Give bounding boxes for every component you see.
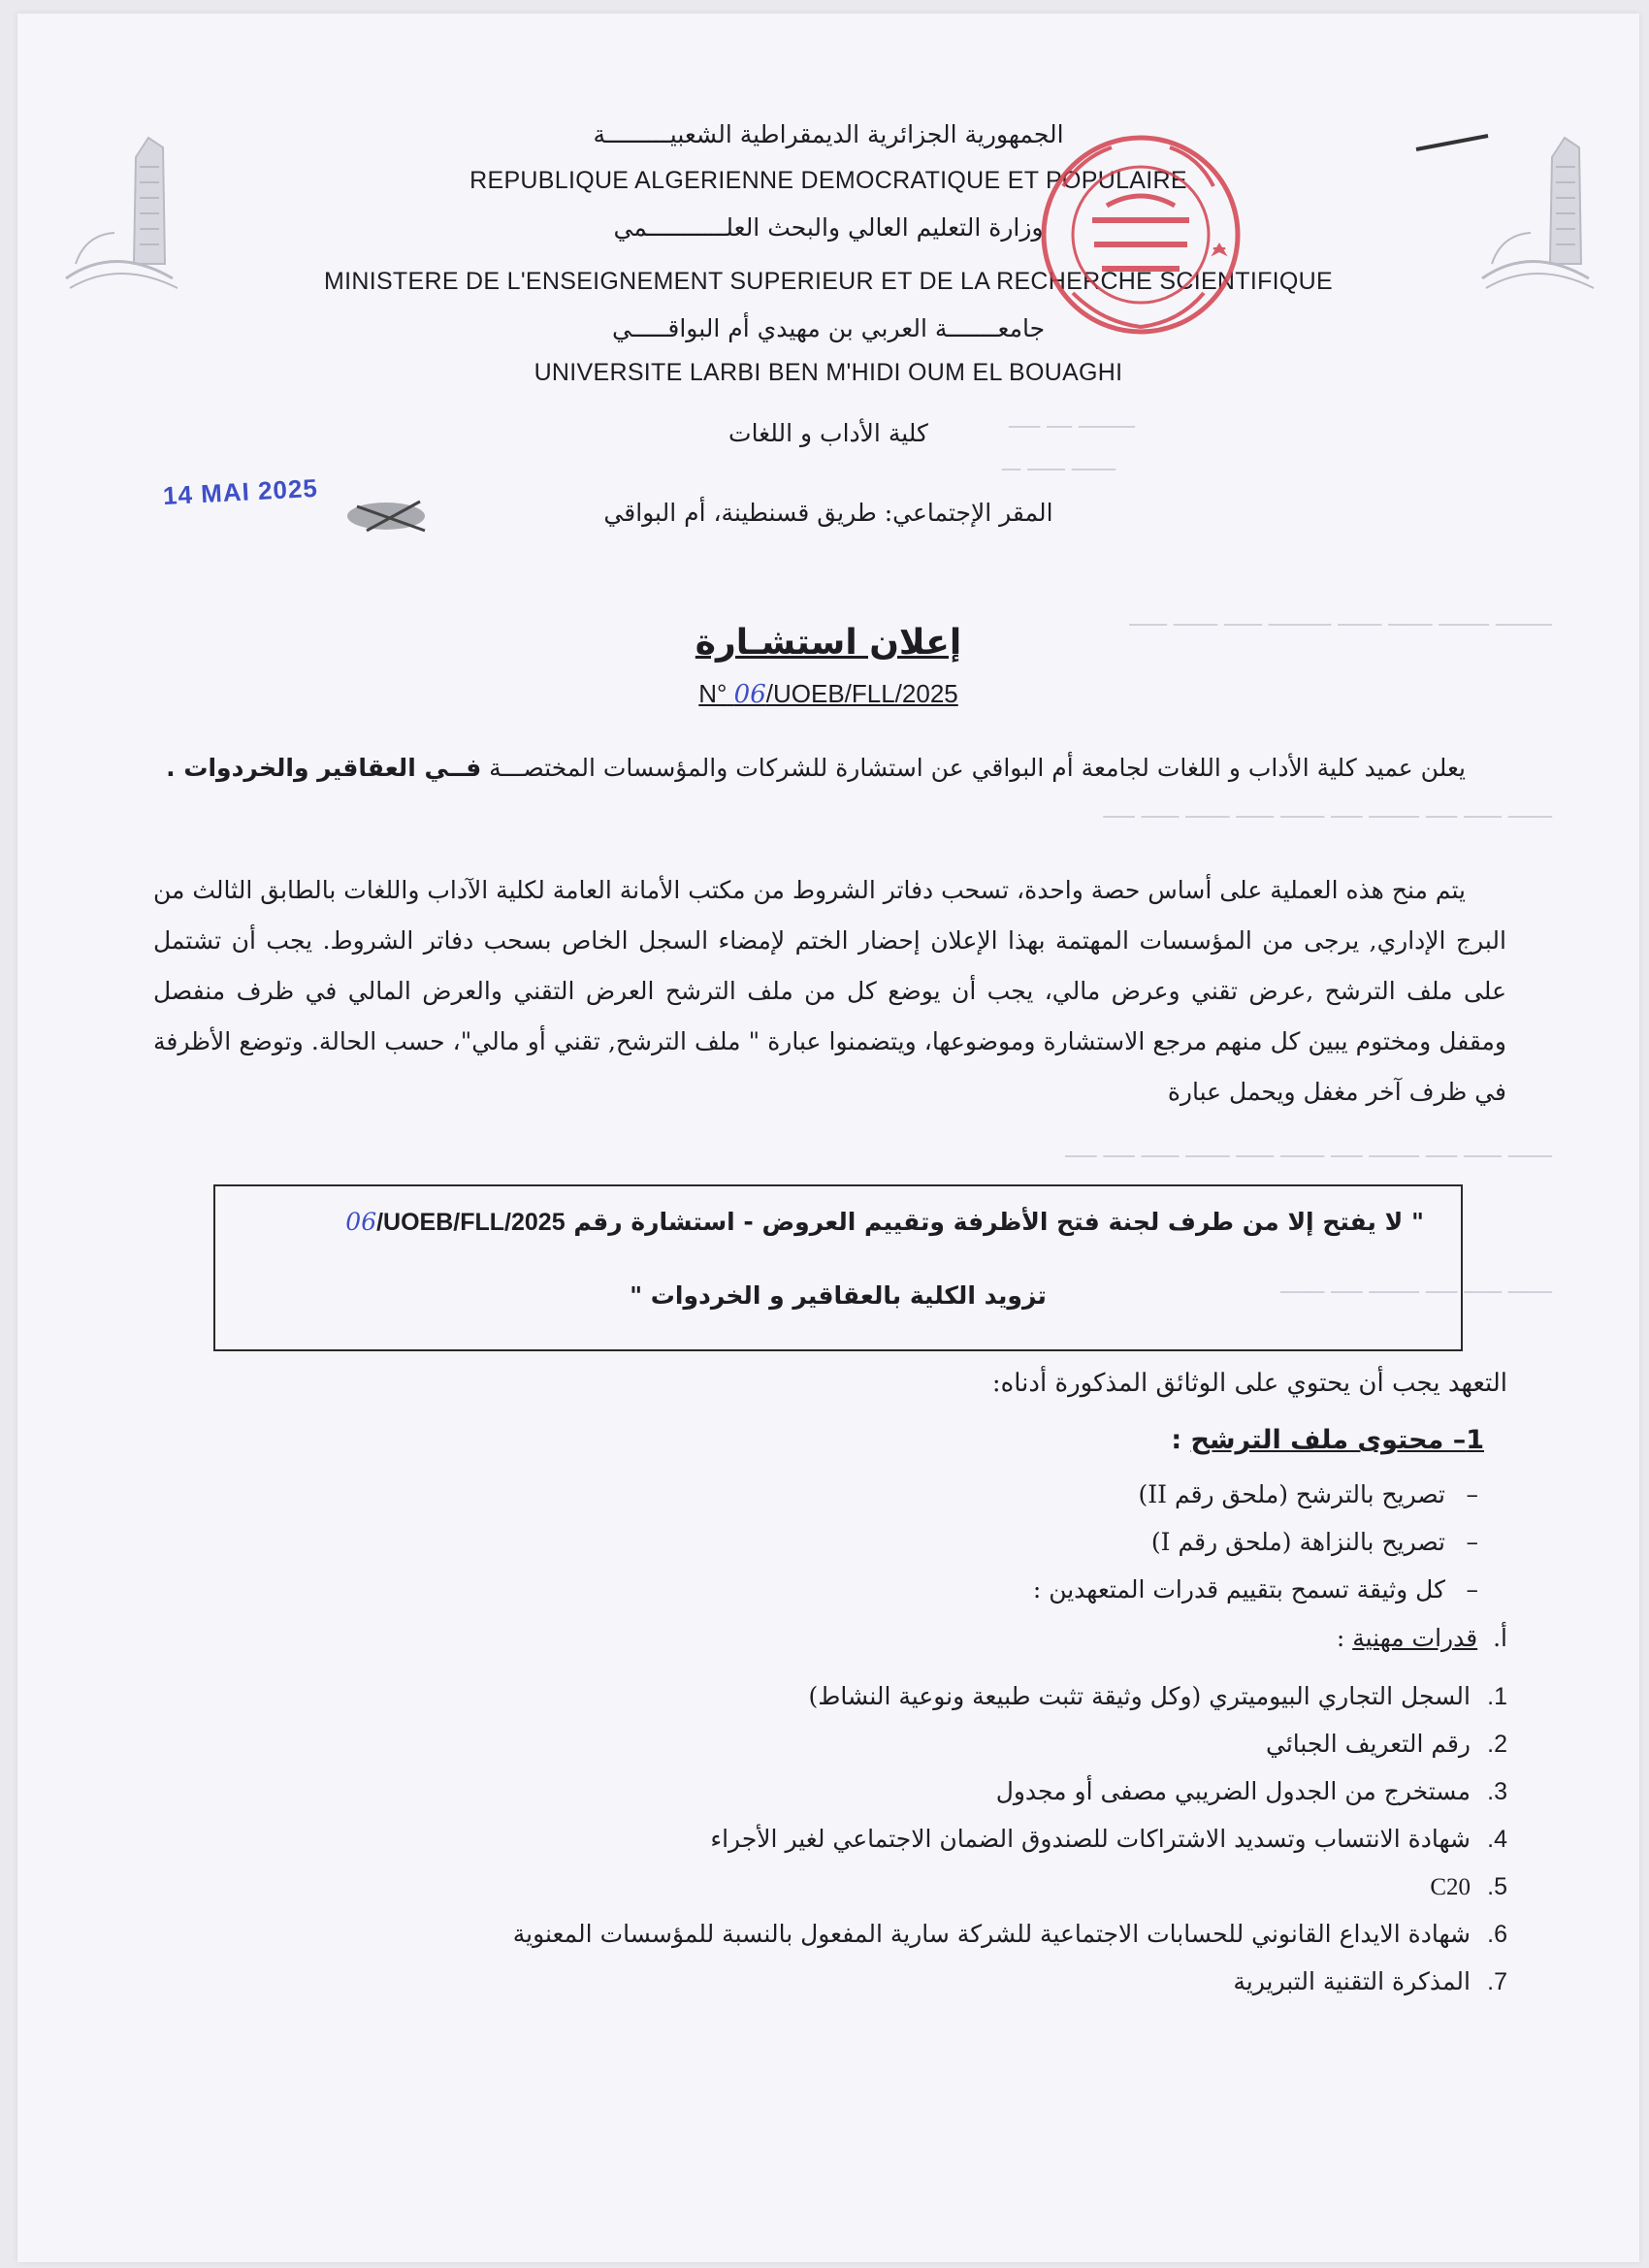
conditions-paragraph bbox=[153, 865, 1506, 1118]
reference-prefix: N° bbox=[698, 679, 728, 708]
item-number: 3. bbox=[1487, 1778, 1507, 1805]
section-1-title: – محتوى ملف الترشح bbox=[1190, 1425, 1467, 1455]
dash-list-item bbox=[1033, 1566, 1478, 1613]
announcement-title: إعلان استشـارة bbox=[695, 623, 962, 663]
dash-item-text: تصريح بالترشح (ملحق رقم II) bbox=[1138, 1480, 1445, 1508]
item-number: 5. bbox=[1487, 1873, 1507, 1900]
numbered-list-item bbox=[513, 1958, 1507, 2005]
notice-line-2: تزويد الكلية بالعقاقير و الخردوات " bbox=[630, 1281, 1047, 1310]
bleed-through-text: ـــــــــ ــــــــ ـــــــ ـــــــ ــــــــــ ــــــ ـــــــ ــــــ bbox=[1129, 607, 1552, 632]
section-1-heading bbox=[1171, 1425, 1484, 1455]
notice-line-1 bbox=[260, 1208, 1424, 1237]
item-text: مستخرج من الجدول الضريبي مصفى أو مجدول bbox=[995, 1777, 1471, 1805]
ministry-ar: وزارة التعليم العالي والبحث العلـــــــــــمي bbox=[613, 213, 1044, 242]
scanned-page bbox=[17, 14, 1639, 2262]
republic-fr: REPUBLIQUE ALGERIENNE DEMOCRATIQUE ET POPULAIRE bbox=[469, 167, 1187, 194]
dash-bullet: – bbox=[1466, 1575, 1478, 1604]
republic-ar: الجمهورية الجزائرية الديمقراطية الشعبيـــــــــة bbox=[593, 120, 1064, 148]
item-number: 7. bbox=[1487, 1968, 1507, 1995]
subsection-a-letter: أ. bbox=[1493, 1624, 1507, 1652]
dash-bullet: – bbox=[1466, 1480, 1478, 1508]
numbered-list-item bbox=[513, 1672, 1507, 1720]
item-text: شهادة الايداع القانوني للحسابات الاجتماعية للشركة سارية المفعول بالنسبة للمؤسسات المعنوية bbox=[512, 1920, 1471, 1948]
numbered-list-item bbox=[513, 1767, 1507, 1815]
envelope-notice-box bbox=[213, 1184, 1463, 1351]
numbered-list-item bbox=[513, 1910, 1507, 1958]
item-number: 1. bbox=[1487, 1683, 1507, 1710]
bleed-through-text: ـــــــ ــــــ ـــــ ــــــــ ـــــ ـــــــ ــــــ ـــــــ ــــــ ـــــ bbox=[1103, 799, 1552, 824]
intro-text: يعلن عميد كلية الأداب و اللغات لجامعة أم البواقي عن استشارة للشركات والمؤسسات المختصـــة bbox=[481, 754, 1466, 782]
dash-list-item bbox=[1033, 1518, 1478, 1566]
bleed-through-text: ـــــــ ــــــ ـــــ ــــــــ ـــــ ـــــــ ــــــ ـــــــ ــــــ ـــــ ـــــ bbox=[1065, 1139, 1552, 1163]
ink-smudge-icon bbox=[338, 487, 444, 545]
section-1-number: 1 bbox=[1466, 1425, 1484, 1455]
official-red-stamp-icon bbox=[1034, 128, 1247, 341]
intro-paragraph bbox=[153, 743, 1506, 794]
numbered-list-item bbox=[513, 1863, 1507, 1910]
commitment-line: التعهد يجب أن يحتوي على الوثائق المذكورة أدناه: bbox=[991, 1369, 1507, 1398]
dash-list-item bbox=[1033, 1471, 1478, 1518]
item-number: 6. bbox=[1487, 1921, 1507, 1948]
dash-item-text: تصريح بالنزاهة (ملحق رقم I) bbox=[1150, 1528, 1445, 1556]
candidacy-dash-list bbox=[1033, 1471, 1478, 1613]
ministry-fr: MINISTERE DE L'ENSEIGNEMENT SUPERIEUR ET DE LA RECHERCHE SCIENTIFIQUE bbox=[323, 268, 1333, 295]
item-number: 4. bbox=[1487, 1826, 1507, 1853]
item-text: السجل التجاري البيوميتري (وكل وثيقة تثبت طبيعة ونوعية النشاط) bbox=[808, 1682, 1471, 1710]
item-text: C20 bbox=[1430, 1874, 1471, 1900]
item-text: شهادة الانتساب وتسديد الاشتراكات للصندوق الضمان الاجتماعي لغير الأجراء bbox=[710, 1825, 1471, 1853]
subsection-a-heading bbox=[1337, 1624, 1507, 1652]
address-ar: المقر الإجتماعي: طريق قسنطينة، أم البواقي bbox=[603, 499, 1053, 527]
university-fr: UNIVERSITE LARBI BEN M'HIDI OUM EL BOUAGHI bbox=[534, 359, 1123, 386]
item-number: 2. bbox=[1487, 1731, 1507, 1758]
section-1-colon: : bbox=[1171, 1425, 1191, 1455]
handwritten-number: 06 bbox=[733, 680, 766, 709]
reference-suffix: /UOEB/FLL/2025 bbox=[765, 679, 958, 708]
conditions-text: يتم منح هذه العملية على أساس حصة واحدة، تسحب دفاتر الشروط من مكتب الأمانة العامة لكلية الآداب واللغات بالطابق الثالث من البرج الإداري, يرجى من المؤسسات المهتمة بهذا الإعلان إحضار الختم لإمضاء السجل الخاص بسحب دفاتر الشروط. يجب أن تشتمل على ملف الترشح ,عرض تقني وعرض مالي، يجب أن يوضع كل من ملف الترشح العرض التقني والعرض المالي في ظرف منفصل ومقفل ومختوم يبين كل منهم مرجع الاستشارة وموضوعها، ويتضمنوا عبارة " ملف الترشح, تقني أو مالي"، حسب الحالة. وتوضع الأظرفة في ظرف آخر مغفل ويحمل عبارة bbox=[153, 876, 1506, 1106]
item-text: المذكرة التقنية التبريرية bbox=[1233, 1967, 1471, 1995]
dash-item-text: كل وثيقة تسمح بتقييم قدرات المتعهدين : bbox=[1032, 1575, 1445, 1604]
bleed-through-text: ـــــــ ــــــ ـــ bbox=[1001, 452, 1116, 476]
numbered-list-item bbox=[513, 1815, 1507, 1863]
subsection-a-colon: : bbox=[1336, 1624, 1353, 1652]
bleed-through-text: ـــــــ ــــــ ـــــ ــــــــ ـــــ ـــــــ bbox=[1280, 1275, 1552, 1299]
subsection-a-title: قدرات مهنية bbox=[1352, 1624, 1478, 1652]
item-text: رقم التعريف الجبائي bbox=[1265, 1730, 1471, 1758]
notice-line-1-number: 06 bbox=[345, 1208, 377, 1236]
intro-bold-text: فــي العقاقير والخردوات . bbox=[166, 754, 482, 782]
faculty-ar: كلية الأداب و اللغات bbox=[728, 419, 928, 447]
notice-line-1-text: " لا يفتح إلا من طرف لجنة فتح الأظرفة وتقييم العروض - استشارة رقم bbox=[565, 1208, 1424, 1236]
dash-bullet: – bbox=[1466, 1528, 1478, 1556]
notice-line-1-ref: /UOEB/FLL/2025 bbox=[376, 1209, 566, 1236]
reference-number bbox=[698, 679, 958, 708]
numbered-list-item bbox=[513, 1720, 1507, 1767]
professional-capacities-list bbox=[513, 1672, 1507, 2005]
announcement-title-wrap bbox=[17, 623, 1639, 663]
bleed-through-text: ـــــــــ ــــ ـــــ bbox=[1008, 409, 1135, 434]
date-stamp: 14 MAI 2025 bbox=[162, 472, 319, 511]
reference-line bbox=[17, 679, 1639, 709]
university-ar: جامعـــــــة العربي بن مهيدي أم البواقـــــي bbox=[611, 314, 1046, 342]
